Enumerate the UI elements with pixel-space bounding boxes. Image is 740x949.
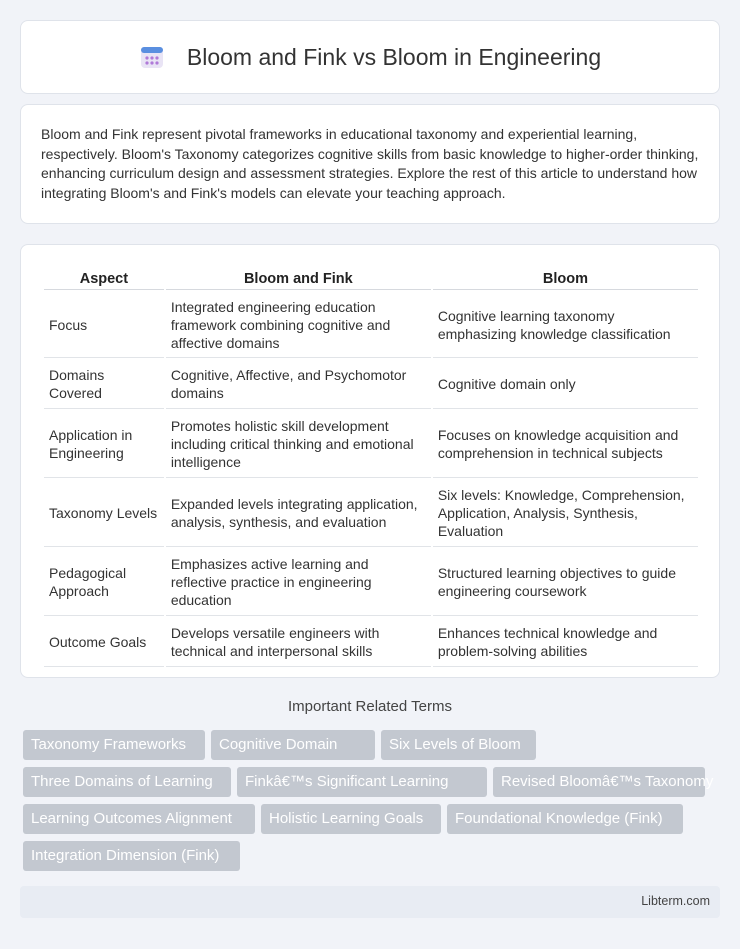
table-row: [44, 360, 698, 409]
cell-bloom: Cognitive domain only: [433, 360, 698, 409]
cell-bloom-and-fink: Expanded levels integrating application, analysis, synthesis, and evaluation: [166, 480, 431, 547]
cell-bloom: Structured learning objectives to guide engineering coursework: [433, 549, 698, 616]
tag-item[interactable]: Foundational Knowledge (Fink): [447, 804, 683, 834]
header-card: [20, 20, 720, 94]
header-bloom: Bloom: [433, 267, 698, 290]
cell-bloom-and-fink: Develops versatile engineers with technical and interpersonal skills: [166, 618, 431, 667]
tag-item[interactable]: Taxonomy Frameworks: [23, 730, 205, 760]
comparison-table-card: [20, 244, 720, 678]
comparison-table: [42, 265, 700, 669]
table-row: [44, 549, 698, 616]
tag-item[interactable]: Cognitive Domain: [211, 730, 375, 760]
table-row: [44, 480, 698, 547]
tag-item[interactable]: Holistic Learning Goals: [261, 804, 441, 834]
page-title: Bloom and Fink vs Bloom in Engineering: [186, 43, 602, 70]
cell-bloom: Enhances technical knowledge and problem-solving abilities: [433, 618, 698, 667]
tag-item[interactable]: Three Domains of Learning: [23, 767, 231, 797]
cell-aspect: Domains Covered: [44, 360, 164, 409]
cell-aspect: Application in Engineering: [44, 411, 164, 478]
cell-aspect: Pedagogical Approach: [44, 549, 164, 616]
calendar-icon: [139, 44, 165, 70]
cell-aspect: Taxonomy Levels: [44, 480, 164, 547]
cell-bloom-and-fink: Cognitive, Affective, and Psychomotor domains: [166, 360, 431, 409]
header-aspect: Aspect: [44, 267, 164, 290]
related-terms-title: Important Related Terms: [288, 698, 452, 715]
intro-text: Bloom and Fink represent pivotal frameworks in educational taxonomy and experiential learning, respectively. Bloom's Taxonomy categorizes cognitive skills from basic knowledge to higher-order thinking, enhancing curriculum design and assessment strategies. Explore the rest of this article to understand how integrating Bloom's and Fink's models can elevate your teaching approach.: [41, 126, 699, 201]
table-row: [44, 411, 698, 478]
cell-bloom-and-fink: Emphasizes active learning and reflective practice in engineering education: [166, 549, 431, 616]
footer-site-link[interactable]: Libterm.com: [641, 894, 710, 908]
cell-bloom: Six levels: Knowledge, Comprehension, Application, Analysis, Synthesis, Evaluation: [433, 480, 698, 547]
table-row: [44, 618, 698, 667]
cell-aspect: Outcome Goals: [44, 618, 164, 667]
cell-aspect: Focus: [44, 292, 164, 358]
table-row: [44, 292, 698, 358]
cell-bloom-and-fink: Promotes holistic skill development including critical thinking and emotional intelligence: [166, 411, 431, 478]
header-bloom-and-fink: Bloom and Fink: [166, 267, 431, 290]
tag-item[interactable]: Learning Outcomes Alignment: [23, 804, 255, 834]
tag-item[interactable]: Six Levels of Bloom: [381, 730, 536, 760]
tag-item[interactable]: Revised Bloomâ€™s Taxonomy: [493, 767, 705, 797]
cell-bloom: Cognitive learning taxonomy emphasizing knowledge classification: [433, 292, 698, 358]
tag-item[interactable]: Integration Dimension (Fink): [23, 841, 240, 871]
tag-item[interactable]: Finkâ€™s Significant Learning: [237, 767, 487, 797]
cell-bloom: Focuses on knowledge acquisition and comprehension in technical subjects: [433, 411, 698, 478]
intro-card: [20, 104, 720, 224]
table-header-row: [44, 267, 698, 290]
cell-bloom-and-fink: Integrated engineering education framework combining cognitive and affective domains: [166, 292, 431, 358]
footer: [20, 886, 720, 918]
